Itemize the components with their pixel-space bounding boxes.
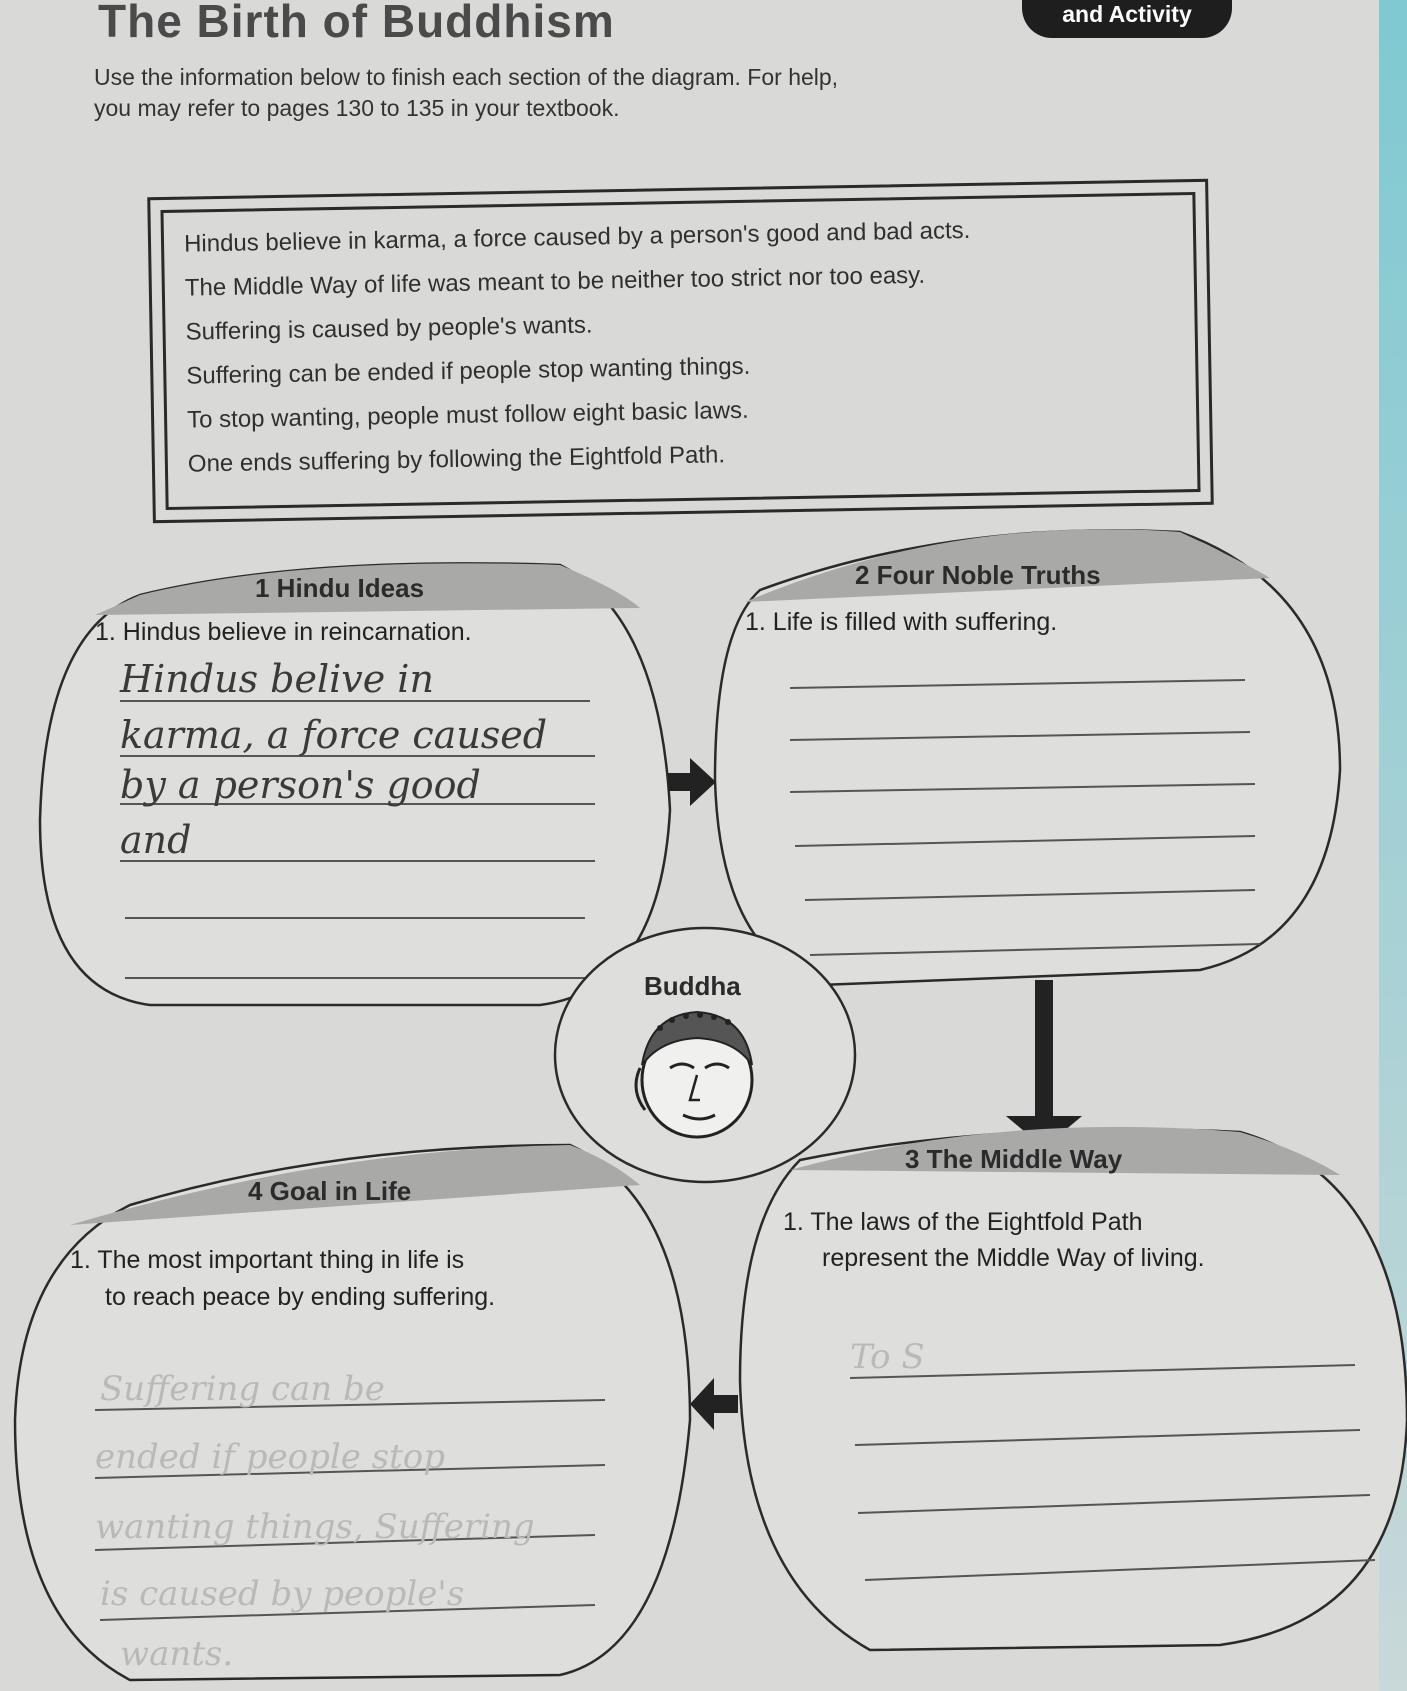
goal-in-life-title: 4 Goal in Life bbox=[248, 1176, 412, 1206]
handwritten-answer: Suffering can be bbox=[100, 1369, 385, 1409]
handwritten-answer: wants. bbox=[120, 1634, 234, 1674]
handwritten-answer: ended if people stop bbox=[95, 1437, 446, 1477]
handwritten-answer: and bbox=[120, 818, 192, 862]
middle-way-bubble bbox=[740, 1127, 1407, 1650]
arrow-left bbox=[690, 1378, 738, 1430]
instructions-line: you may refer to pages 130 to 135 in your textbook. bbox=[94, 95, 620, 121]
arrow-right bbox=[668, 758, 716, 806]
instructions-line: Use the information below to finish each section of the diagram. For help, bbox=[94, 64, 839, 90]
four-noble-truths-bubble bbox=[715, 529, 1340, 985]
info-line: Hindus believe in karma, a force caused by a person's good and bad acts. bbox=[183, 216, 971, 258]
info-line: Suffering can be ended if people stop wanting things. bbox=[186, 352, 751, 390]
goal-in-life-prompt-line1: 1. The most important thing in life is bbox=[70, 1246, 465, 1274]
handwritten-answer: To S bbox=[850, 1337, 925, 1377]
info-line: Suffering is caused by people's wants. bbox=[185, 311, 593, 346]
info-box-inner bbox=[160, 192, 1200, 510]
handwritten-answer: wanting things, Suffering bbox=[95, 1507, 535, 1547]
buddha-center bbox=[555, 928, 855, 1182]
middle-way-title: 3 The Middle Way bbox=[905, 1144, 1123, 1174]
page-title: The Birth of Buddhism bbox=[98, 0, 615, 47]
info-line: The Middle Way of life was meant to be neither too strict nor too easy. bbox=[184, 261, 926, 302]
middle-way-prompt-line2: represent the Middle Way of living. bbox=[822, 1244, 1205, 1272]
hindu-ideas-prompt: 1. Hindus believe in reincarnation. bbox=[95, 618, 472, 646]
buddha-label: Buddha bbox=[644, 971, 741, 1001]
goal-in-life-prompt-line2: to reach peace by ending suffering. bbox=[105, 1283, 496, 1311]
middle-way-prompt-line1: 1. The laws of the Eightfold Path bbox=[783, 1208, 1143, 1236]
four-noble-truths-title: 2 Four Noble Truths bbox=[855, 560, 1101, 590]
handwritten-answer: by a person's good bbox=[120, 763, 481, 807]
goal-in-life-bubble bbox=[15, 1145, 690, 1680]
instructions bbox=[94, 62, 1054, 124]
hindu-ideas-bubble bbox=[40, 563, 670, 1005]
handwritten-answer: Hindus belive in bbox=[120, 657, 434, 701]
arrow-down bbox=[1006, 980, 1082, 1148]
info-line: To stop wanting, people must follow eight basic laws. bbox=[186, 396, 749, 434]
handwritten-answer: karma, a force caused bbox=[120, 713, 548, 757]
cycle-diagram bbox=[0, 520, 1407, 1691]
handwritten-answer: is caused by people's bbox=[100, 1574, 465, 1614]
four-noble-truths-prompt: 1. Life is filled with suffering. bbox=[745, 608, 1058, 636]
info-line: One ends suffering by following the Eightfold Path. bbox=[187, 441, 726, 478]
hindu-ideas-title: 1 Hindu Ideas bbox=[255, 573, 425, 603]
activity-badge: and Activity bbox=[1022, 0, 1232, 38]
info-box bbox=[147, 179, 1214, 523]
